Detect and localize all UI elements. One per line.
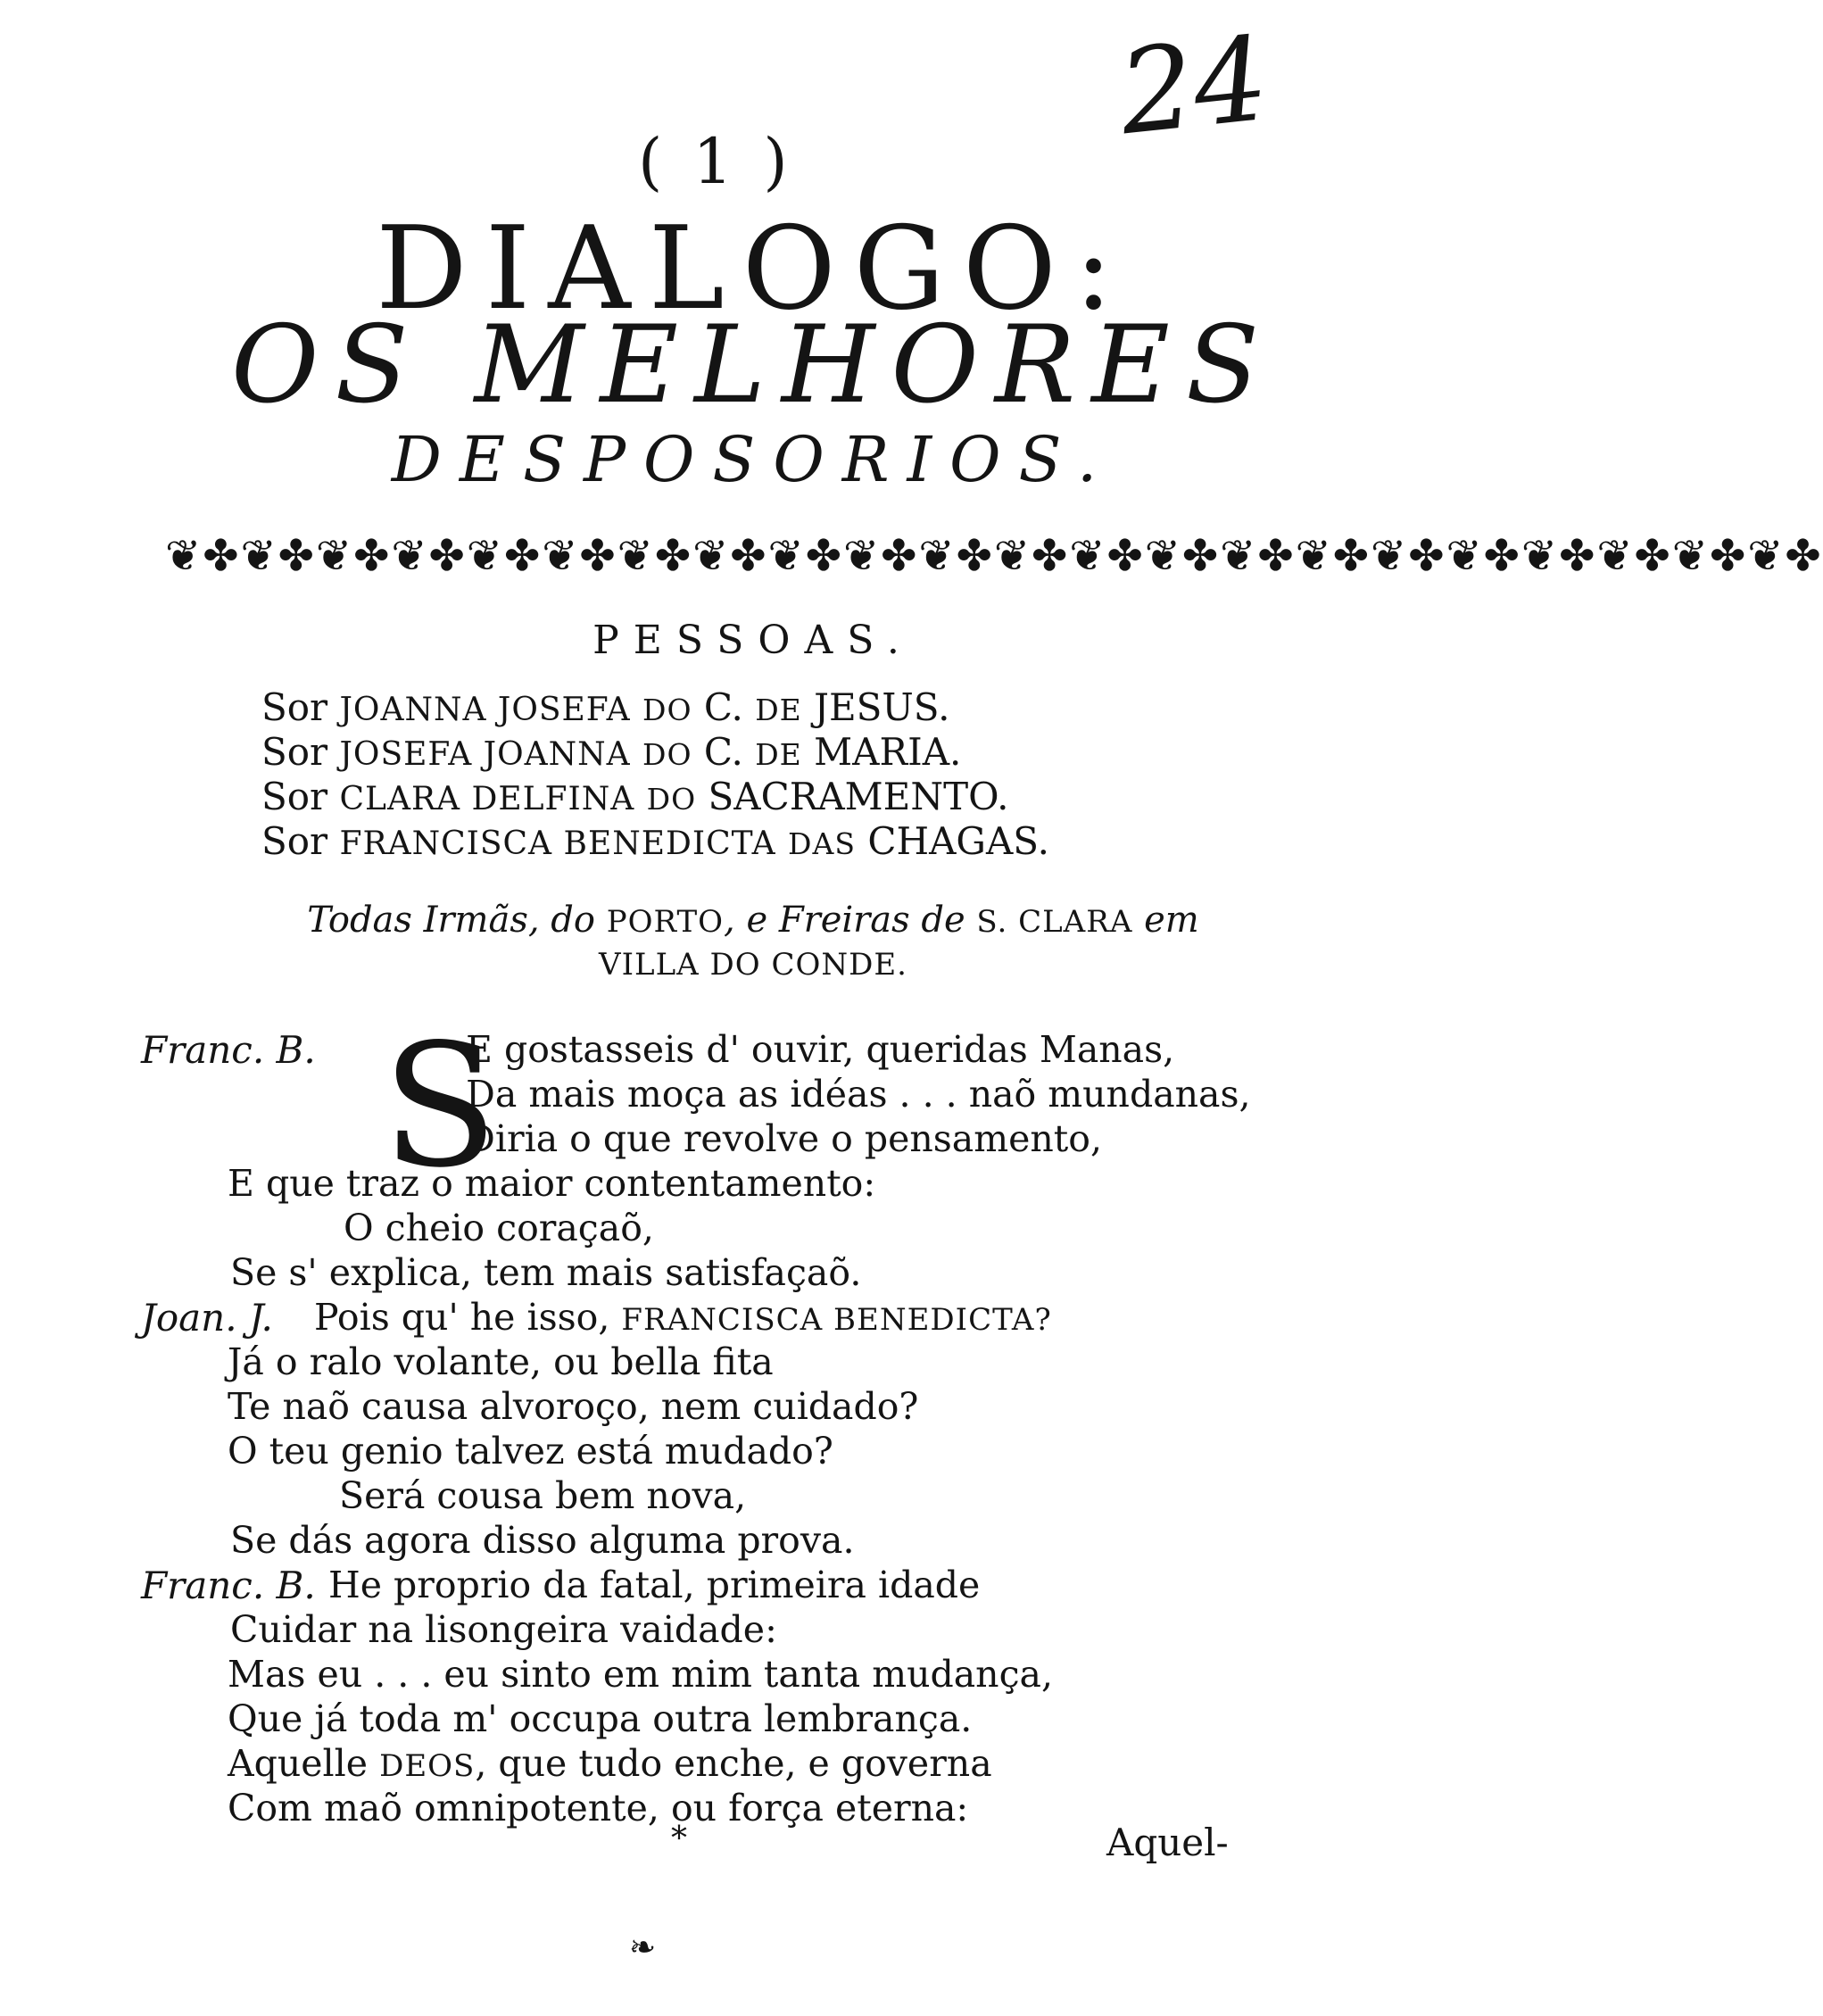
speaker-label: Franc. B.: [141, 1028, 316, 1072]
ornament-divider: ❦✤❦✤❦✤❦✤❦✤❦✤❦✤❦✤❦✤❦✤❦✤❦✤❦✤❦✤❦✤❦✤❦✤❦✤❦✤❦✤❦✤❦✤: [165, 531, 1823, 581]
speaker-label: Franc. B.: [141, 1564, 316, 1607]
verse-line: Se s' explica, tem mais satisfaçaõ.: [230, 1251, 862, 1294]
verse-line: Diria o que revolve o pensamento,: [466, 1117, 1102, 1160]
signature-mark: *: [671, 1821, 687, 1857]
verse-line: E gostasseis d' ouvir, queridas Manas,: [466, 1028, 1175, 1071]
verse-line: He proprio da fatal, primeira idade: [328, 1564, 981, 1606]
verse-line: Da mais moça as idéas . . . naõ mundanas,: [466, 1073, 1251, 1116]
verse-line: O cheio coraçaõ,: [344, 1207, 654, 1249]
person-3: Sor CLARA DELFINA DO SACRAMENTO.: [261, 775, 1009, 818]
page-number: ( 1 ): [638, 125, 793, 198]
verse-line: Já o ralo volante, ou bella fita: [228, 1340, 774, 1383]
verse-line: Mas eu . . . eu sinto em mim tanta mudança,: [228, 1653, 1054, 1696]
speaker-label: Joan. J.: [141, 1296, 273, 1340]
title-line-2: OS MELHORES: [230, 303, 1276, 427]
person-4: Sor FRANCISCA BENEDICTA DAS CHAGAS.: [261, 819, 1049, 863]
cast-note-line-2: VILLA DO CONDE.: [599, 947, 907, 983]
verse-line: Cuidar na lisongeira vaidade:: [230, 1608, 777, 1651]
verse-line: Te naõ causa alvoroço, nem cuidado?: [228, 1385, 919, 1428]
drop-cap: S: [382, 1008, 499, 1205]
bottom-ornament-mark: ❧: [629, 1929, 657, 1966]
title-line-1: DIALOGO:: [376, 203, 1131, 336]
person-2: Sor JOSEFA JOANNA DO C. DE MARIA.: [261, 730, 962, 774]
verse-line: Com maõ omnipotente, ou força eterna:: [228, 1787, 969, 1829]
verse-line: Que já toda m' occupa outra lembrança.: [228, 1697, 973, 1740]
cast-note-line-1: Todas Irmãs, do PORTO, e Freiras de S. CLARA em: [307, 900, 1199, 941]
handwritten-folio-number: 24: [1113, 10, 1274, 162]
verse-line: Pois qu' he isso, FRANCISCA BENEDICTA?: [314, 1296, 1052, 1339]
verse-line: O teu genio talvez está mudado?: [228, 1430, 833, 1473]
verse-line: Se dás agora disso alguma prova.: [230, 1519, 855, 1562]
verse-line: Aquelle DEOS, que tudo enche, e governa: [228, 1742, 992, 1785]
verse-line: Será cousa bem nova,: [339, 1474, 747, 1517]
person-1: Sor JOANNA JOSEFA DO C. DE JESUS.: [261, 685, 950, 729]
catchword: Aquel-: [1106, 1821, 1229, 1864]
persons-heading: PESSOAS.: [592, 618, 914, 663]
verse-line: E que traz o maior contentamento:: [228, 1162, 876, 1205]
title-line-3: DESPOSORIOS.: [391, 423, 1115, 496]
